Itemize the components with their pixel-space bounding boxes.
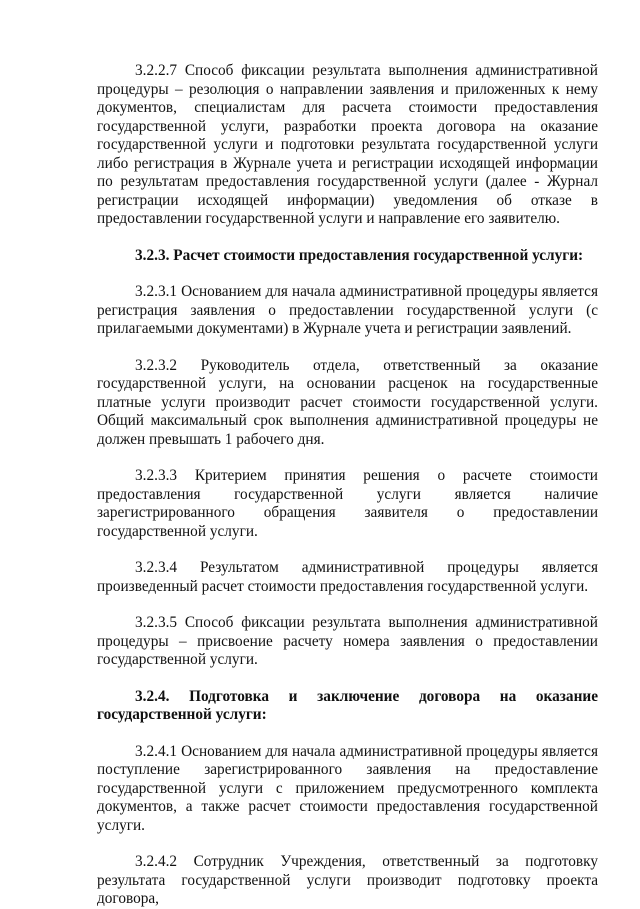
paragraph-3-2-3-5: 3.2.3.5 Способ фиксации результата выполнения административной процедуры – присвоение расчету номера заявления о предоставлении государственной услуги. — [97, 614, 598, 668]
paragraph-3-2-3-1: 3.2.3.1 Основанием для начала административной процедуры является регистрация заявления о предоставлении государственной услуги (с прилагаемыми документами) в Журнале учета и регистрации заявлений. — [97, 283, 598, 337]
section-heading-3-2-4: 3.2.4. Подготовка и заключение договора на оказание государственной услуги: — [97, 687, 598, 723]
section-heading-3-2-3: 3.2.3. Расчет стоимости предоставления государственной услуги: — [135, 246, 584, 264]
paragraph-3-2-3-2: 3.2.3.2 Руководитель отдела, ответственный за оказание государственной услуги, на основании расценок на государственные платные услуги производит расчет стоимости государственной услуги. Общий максимальный срок выполнения административной процедуры не должен превышать 1 рабочего дня. — [97, 356, 598, 448]
document-page — [97, 62, 598, 909]
paragraph-3-2-3-3: 3.2.3.3 Критерием принятия решения о расчете стоимости предоставления государственной услуги является наличие зарегистрированного обращения заявителя о предоставлении государственной услуги. — [97, 467, 598, 540]
paragraph-3-2-3-4: 3.2.3.4 Результатом административной процедуры является произведенный расчет стоимости предоставления государственной услуги. — [97, 559, 598, 595]
paragraph-3-2-4-2: 3.2.4.2 Сотрудник Учреждения, ответственный за подготовку результата государственной услуги производит подготовку проекта договора, — [97, 853, 598, 907]
paragraph-3-2-2-7: 3.2.2.7 Способ фиксации результата выполнения административной процедуры – резолюция о направлении заявления и приложенных к нему документов, специалистам для расчета стоимости предоставления государственной услуги, разработки проекта договора на оказание государственной услуги и подготовки результата государственной услуги либо регистрация в Журнале учета и регистрации исходящей информации по результатам предоставления государственной услуги (далее - Журнал регистрации исходящей информации) уведомления об отказе в предоставлении государственной услуги и направление его заявителю. — [97, 62, 598, 227]
paragraph-3-2-4-1: 3.2.4.1 Основанием для начала административной процедуры является поступление зарегистрированного заявления на предоставление государственной услуги с приложением предусмотренного комплекта документов, а также расчет стоимости предоставления государственной услуги. — [97, 742, 598, 834]
